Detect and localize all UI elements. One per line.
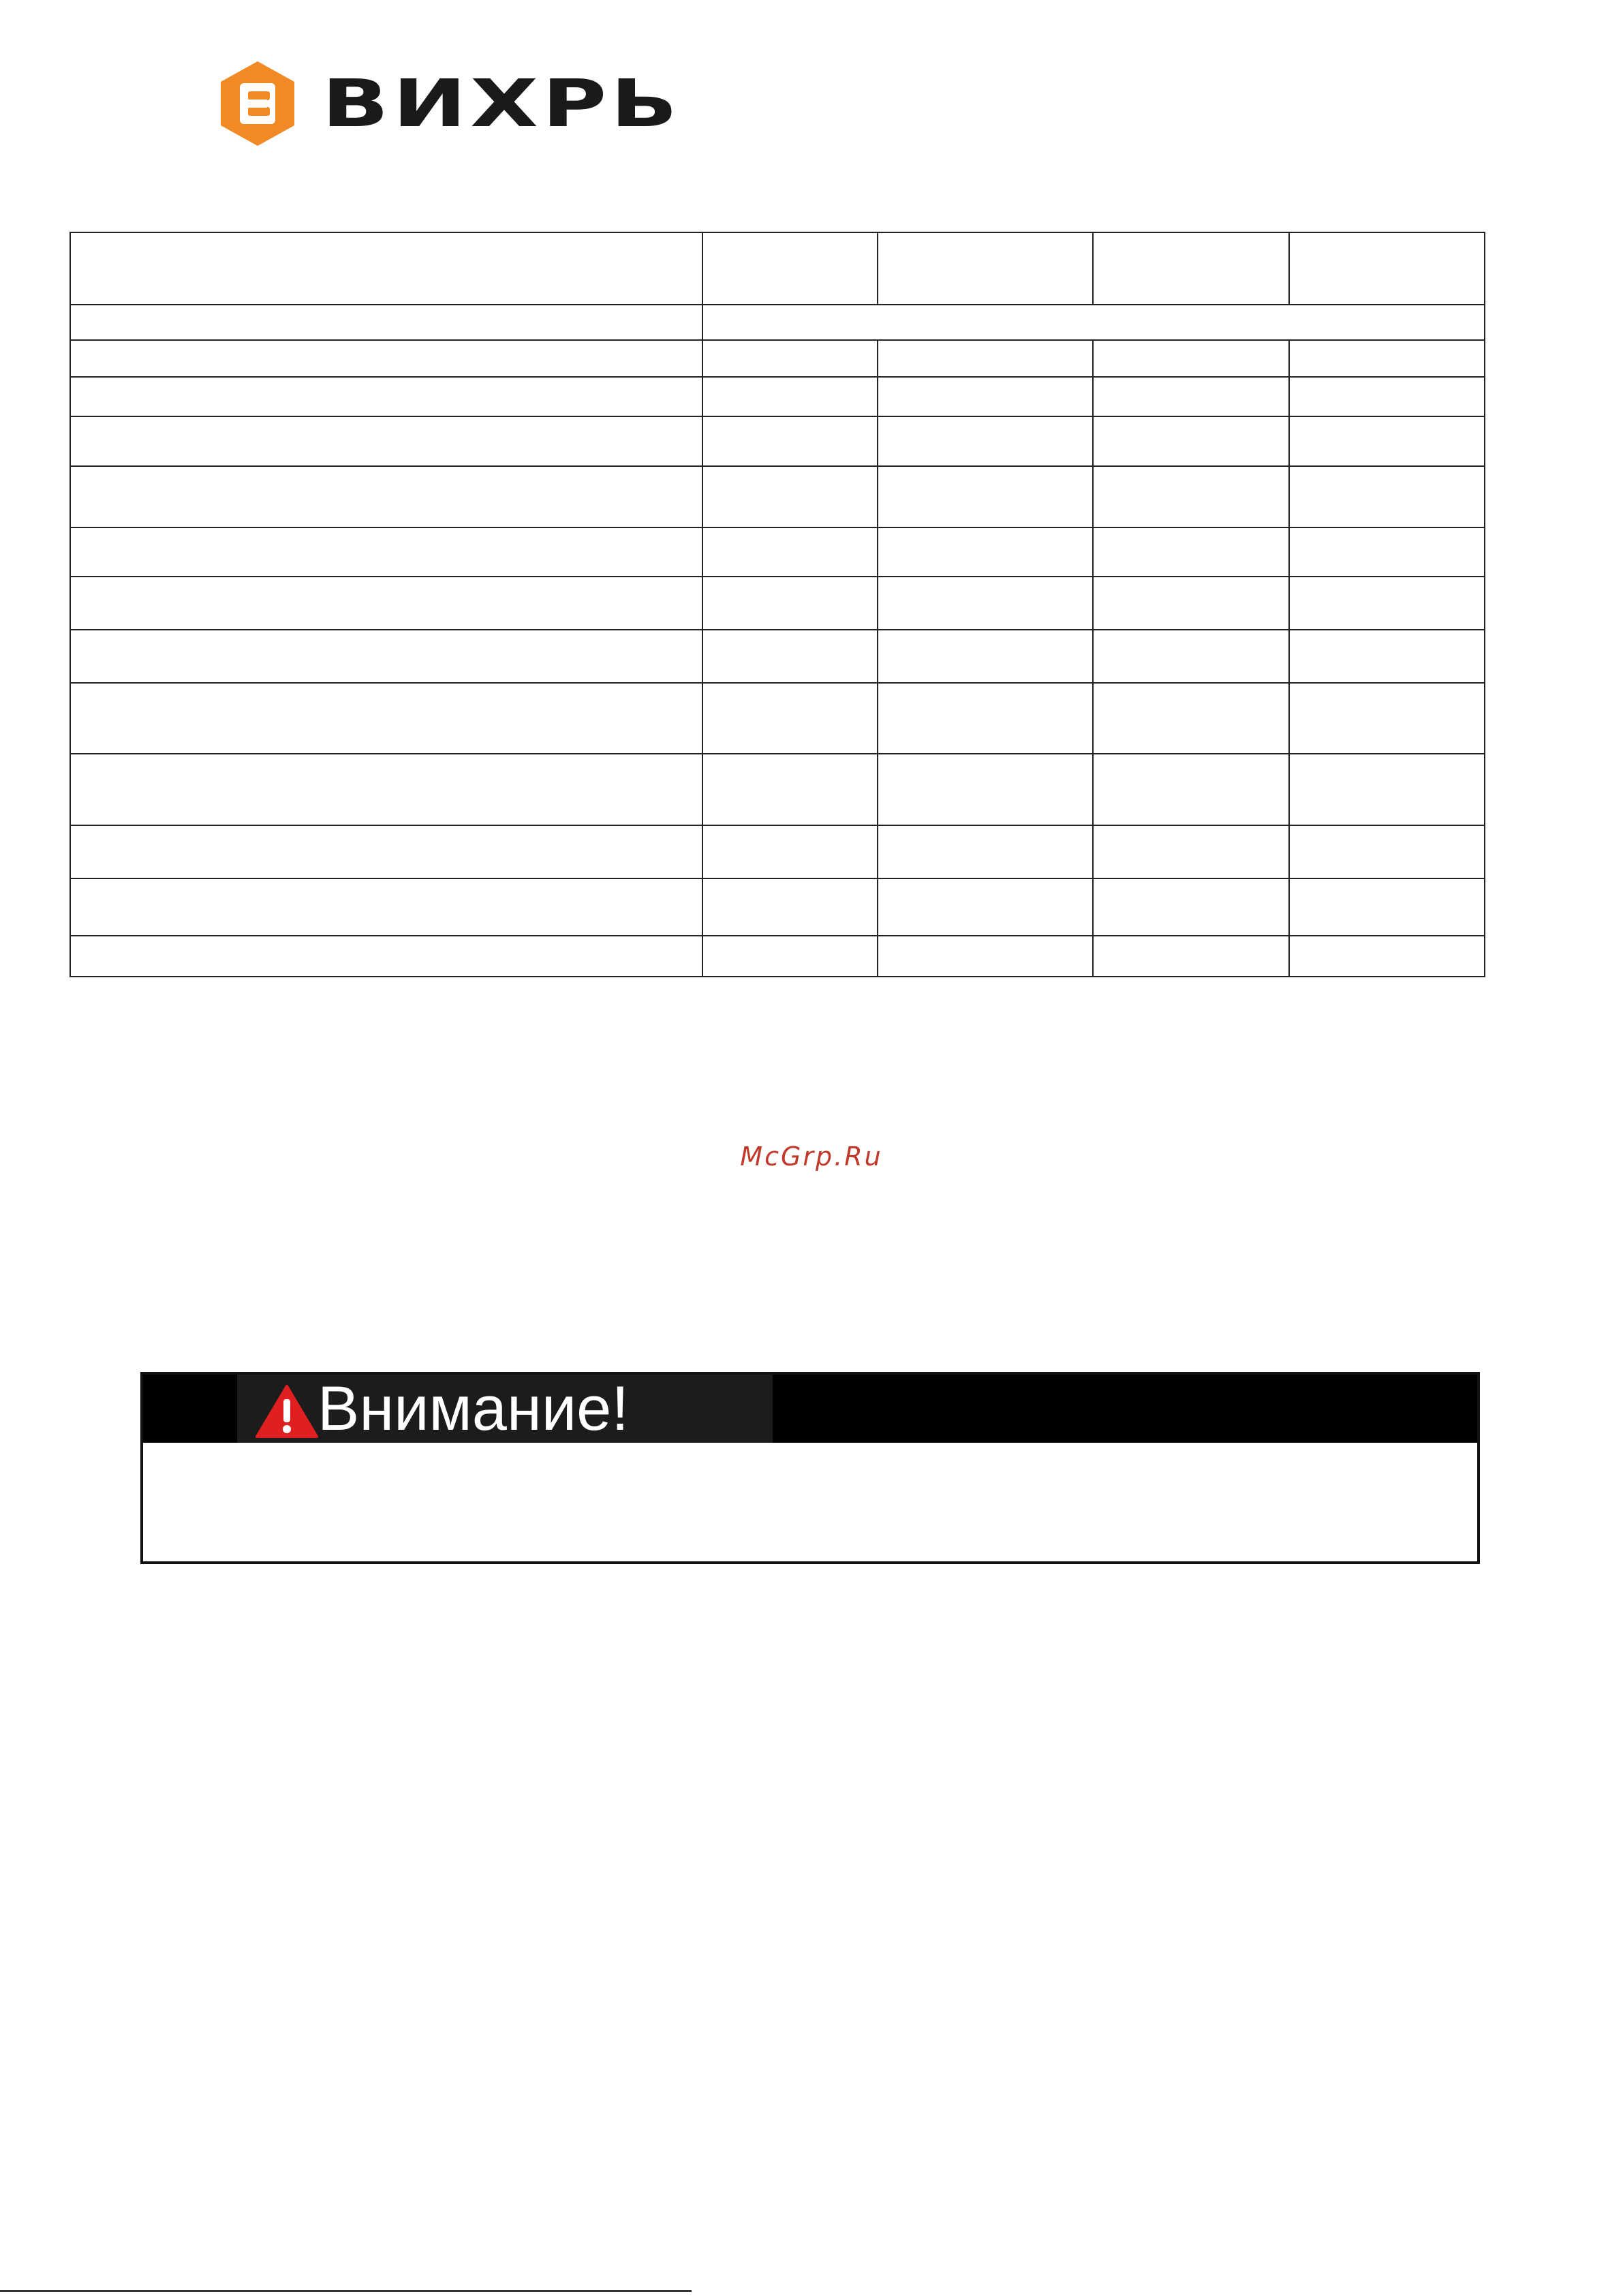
table-cell bbox=[702, 340, 878, 377]
table-cell bbox=[878, 466, 1093, 527]
table-cell bbox=[1093, 416, 1289, 465]
table-row bbox=[70, 377, 1485, 416]
table-cell bbox=[1289, 416, 1485, 465]
table-row bbox=[70, 527, 1485, 577]
table-row bbox=[70, 683, 1485, 754]
table-cell bbox=[1093, 630, 1289, 683]
warning-title: Внимание! bbox=[318, 1374, 629, 1443]
table-cell bbox=[1289, 466, 1485, 527]
table-cell bbox=[1093, 466, 1289, 527]
table-cell bbox=[702, 683, 878, 754]
table-cell bbox=[1093, 232, 1289, 305]
table-cell bbox=[70, 754, 702, 825]
table-cell bbox=[1289, 232, 1485, 305]
hexagon-letter-b-icon bbox=[219, 60, 296, 147]
table-cell bbox=[1093, 683, 1289, 754]
table-cell bbox=[1289, 878, 1485, 936]
table-cell bbox=[70, 936, 702, 977]
warning-box bbox=[140, 1372, 1480, 1564]
table-cell bbox=[70, 340, 702, 377]
warning-body bbox=[143, 1443, 1477, 1561]
warning-header-bar bbox=[143, 1375, 1477, 1443]
table-cell bbox=[702, 825, 878, 878]
table-cell bbox=[702, 377, 878, 416]
warning-label bbox=[237, 1375, 773, 1443]
table-row bbox=[70, 754, 1485, 825]
table-cell bbox=[878, 377, 1093, 416]
table-cell bbox=[70, 232, 702, 305]
table-cell bbox=[878, 340, 1093, 377]
table-cell bbox=[702, 936, 878, 977]
table-cell bbox=[702, 232, 878, 305]
table-header-row bbox=[70, 232, 1485, 305]
brand-logo bbox=[219, 60, 681, 147]
table-cell bbox=[702, 630, 878, 683]
table-row bbox=[70, 305, 1485, 340]
table-cell bbox=[1289, 577, 1485, 630]
table-cell bbox=[702, 466, 878, 527]
table-cell bbox=[878, 683, 1093, 754]
table-cell bbox=[878, 936, 1093, 977]
table-row bbox=[70, 416, 1485, 465]
table-cell-merged bbox=[702, 305, 1485, 340]
table-cell bbox=[878, 630, 1093, 683]
table-cell bbox=[1093, 340, 1289, 377]
table-cell bbox=[702, 878, 878, 936]
table-cell bbox=[1093, 754, 1289, 825]
specification-table bbox=[69, 232, 1485, 977]
warning-triangle-icon bbox=[255, 1384, 319, 1439]
table-row bbox=[70, 936, 1485, 977]
table-cell bbox=[70, 527, 702, 577]
table-cell bbox=[1289, 683, 1485, 754]
table-cell bbox=[878, 878, 1093, 936]
table-cell bbox=[1289, 825, 1485, 878]
table-cell bbox=[702, 577, 878, 630]
table-cell bbox=[878, 754, 1093, 825]
table-cell bbox=[70, 305, 702, 340]
table-cell bbox=[1289, 377, 1485, 416]
table-row bbox=[70, 466, 1485, 527]
table-cell bbox=[1289, 630, 1485, 683]
table-cell bbox=[1289, 936, 1485, 977]
table-cell bbox=[70, 825, 702, 878]
table-row bbox=[70, 577, 1485, 630]
table-cell bbox=[1093, 878, 1289, 936]
table-cell bbox=[702, 754, 878, 825]
table-cell bbox=[878, 825, 1093, 878]
brand-logo-text: ВИХРЬ bbox=[322, 65, 681, 142]
table-cell bbox=[1093, 377, 1289, 416]
table-cell bbox=[70, 630, 702, 683]
table-cell bbox=[1093, 936, 1289, 977]
table-cell bbox=[1093, 825, 1289, 878]
table-cell bbox=[1289, 754, 1485, 825]
table-cell bbox=[70, 466, 702, 527]
table-cell bbox=[878, 232, 1093, 305]
table-cell bbox=[70, 577, 702, 630]
table-cell bbox=[70, 878, 702, 936]
table-cell bbox=[1093, 527, 1289, 577]
table-cell bbox=[878, 577, 1093, 630]
table-row bbox=[70, 878, 1485, 936]
table-cell bbox=[1289, 340, 1485, 377]
table-row bbox=[70, 340, 1485, 377]
table-cell bbox=[70, 683, 702, 754]
table-cell bbox=[70, 377, 702, 416]
table-row bbox=[70, 825, 1485, 878]
table-cell bbox=[878, 416, 1093, 465]
table-cell bbox=[702, 527, 878, 577]
table-row bbox=[70, 630, 1485, 683]
table-cell bbox=[702, 416, 878, 465]
table-cell bbox=[878, 527, 1093, 577]
table-cell bbox=[70, 416, 702, 465]
footer-divider bbox=[0, 2290, 692, 2292]
table-cell bbox=[1093, 577, 1289, 630]
watermark-text: McGrp.Ru bbox=[740, 1142, 883, 1172]
table-cell bbox=[1289, 527, 1485, 577]
